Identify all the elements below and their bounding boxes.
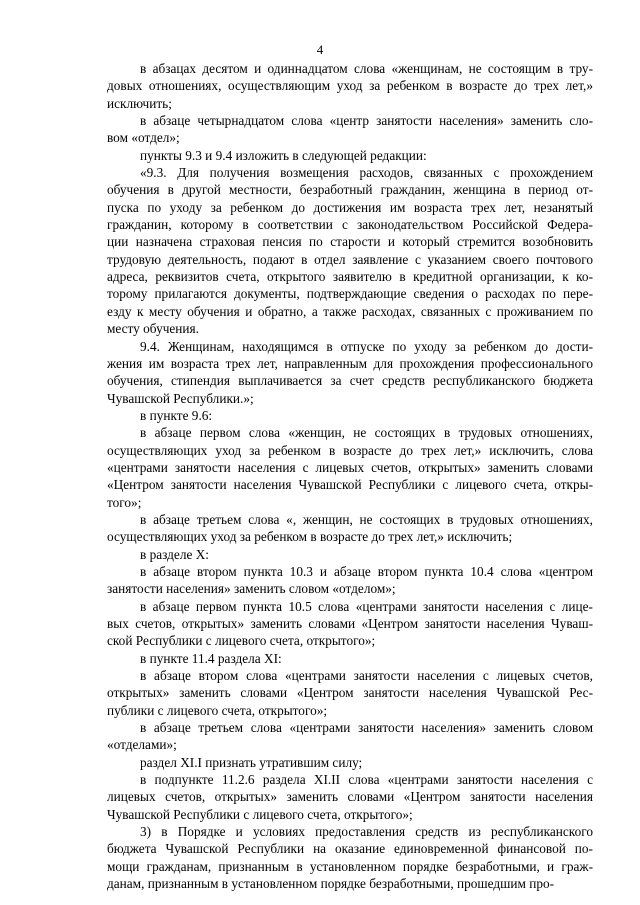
paragraph-line: в абзацах десятом и одиннадцатом слова «женщинам, не состоящим в тру- [140,61,593,76]
paragraph [107,511,593,546]
paragraph-line: в абзаце первом слова «женщин, не состоящих в трудовых отношениях, [140,425,593,441]
paragraph [107,771,593,823]
paragraph-line: обучения, стипендия выплачивается за счет средств республиканского бюджета [107,373,593,389]
paragraph-line: пуска по уходу за ребенком до достижения им возраста трех лет, незанятый [107,199,593,215]
paragraph [107,424,593,511]
paragraph-line: Чувашской Республики с лицевого счета, открытого»; [107,806,413,822]
paragraph [107,546,593,563]
paragraph-line: в абзаце третьем слова «центрами занятости населения» заменить словом [140,720,593,736]
paragraph [107,407,593,424]
paragraph-line: «отделами»; [107,737,177,753]
paragraph-line: обучения в другой местности, безработный гражданин, женщина в период от- [107,182,593,198]
paragraph [107,719,593,754]
paragraph [107,598,593,650]
paragraph-line: жения им возраста трех лет, направленным для прохождения профессионального [107,355,593,371]
paragraph-line: занятости населения» заменить словом «отделом»; [107,581,396,597]
paragraph [107,338,593,407]
paragraph-line: в разделе X: [140,546,209,562]
paragraph-line: 3) в Порядке и условиях предоставления средств из республиканского [140,824,593,840]
paragraph-line: бюджета Чувашской Республики на оказание единовременной финансовой по- [107,841,593,857]
paragraph-line: в абзаце четырнадцатом слова «центр занятости населения» заменить сло- [140,113,593,129]
paragraph-line: вых счетов, открытых» заменить словами «Центром занятости населения Чуваш- [107,616,593,631]
paragraph-line: публики с лицевого счета, открытого»; [107,702,328,718]
paragraph [107,563,593,598]
paragraph [107,60,593,112]
paragraph-line: «Центром занятости населения Чувашской Республики с лицевого счета, откры- [107,477,593,493]
paragraph-line: в пункте 11.4 раздела XI: [140,650,282,666]
paragraph-line: мощи гражданам, признанным в установленном порядке безработными, и граж- [107,858,593,874]
paragraph-line: «центрами занятости населения с лицевых счетов, открытых» заменить словами [107,459,593,475]
paragraph [107,650,593,667]
page-number: 4 [316,42,324,57]
paragraph-line: исключить; [107,95,172,111]
paragraph-line: в абзаце втором слова «центрами занятости населения с лицевых счетов, [140,668,593,684]
paragraph [107,667,593,719]
paragraph-line: данам, признанным в установленном порядке безработными, прошедшим про- [107,876,555,892]
paragraph-line: в абзаце третьем слова «, женщин, не состоящих в трудовых отношениях, [140,511,593,527]
paragraph [107,754,593,771]
paragraph-line: осуществляющих уход за ребенком в возрасте до трех лет,» исключить; [107,529,513,545]
paragraph-line: лицевых счетов, открытых» заменить словами «Центром занятости населения [107,789,593,805]
paragraph [107,112,593,147]
paragraph-line: того»; [107,494,142,510]
paragraph-line: в пункте 9.6: [140,407,213,423]
paragraph-line: ской Республики с лицевого счета, открытого»; [107,633,376,649]
document-body [107,60,593,893]
paragraph-line: гражданин, которому в соответствии с законодательством Российской Федера- [107,217,593,233]
paragraph-line: 9.4. Женщинам, находящимся в отпуске по уходу за ребенком до дости- [140,338,593,354]
paragraph-line: «9.3. Для получения возмещения расходов, связанных с прохождением [140,165,593,181]
paragraph-line: езду к месту обучения и обратно, а также расходах, связанных с проживанием по [107,303,593,319]
paragraph-line: трудовую деятельность, подают в отдел заявление с указанием своего почтового [107,251,593,267]
paragraph-line: осуществляющих уход за ребенком в возрасте до трех лет,» исключить, слова [107,442,593,458]
paragraph [107,147,593,164]
paragraph-line: Чувашской Республики.»; [107,390,254,406]
paragraph-line: открытых» заменить словами «Центром занятости населения Чувашской Рес- [107,685,593,701]
paragraph-line: в абзаце первом пункта 10.5 слова «центрами занятости населения с лице- [140,598,593,614]
paragraph-line: адреса, реквизитов счета, открытого заявителю в кредитной организации, к ко- [107,269,593,285]
paragraph [107,164,593,337]
paragraph-line: довых отношениях, осуществляющим уход за ребенком в возрасте до трех лет,» [107,78,593,94]
paragraph-line: месту обучения. [107,321,199,337]
paragraph-line: вом «отдел»; [107,130,180,146]
paragraph-line: в подпункте 11.2.6 раздела XI.II слова «центрами занятости населения с [140,772,593,788]
paragraph [107,823,593,892]
paragraph-line: пункты 9.3 и 9.4 изложить в следующей редакции: [140,147,427,163]
paragraph-line: раздел XI.I признать утратившим силу; [140,754,363,770]
paragraph-line: ции назначена страховая пенсия по старости и который стремится возобновить [107,234,593,250]
paragraph-line: в абзаце втором пункта 10.3 и абзаце втором пункта 10.4 слова «центром [140,563,593,579]
paragraph-line: торому прилагаются документы, подтверждающие сведения о расходах по пере- [107,286,593,302]
